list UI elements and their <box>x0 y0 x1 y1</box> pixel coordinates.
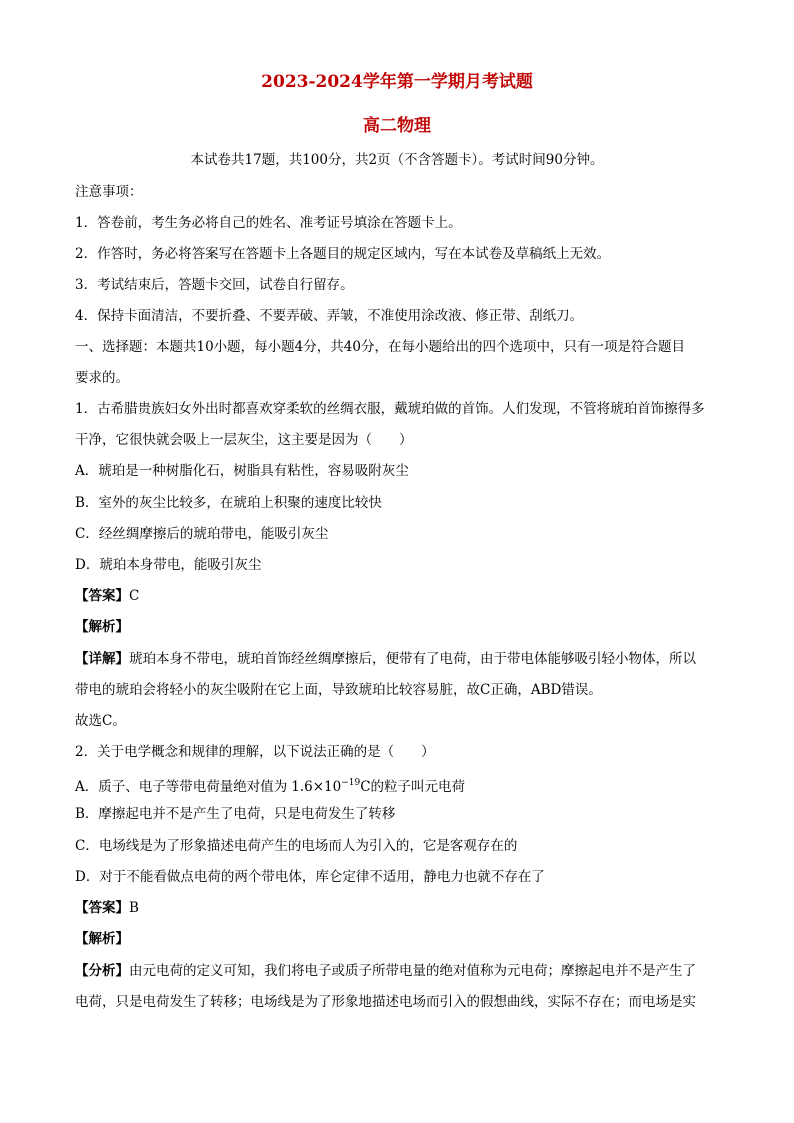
detail-text: 琥珀本身不带电，琥珀首饰经丝绸摩擦后，便带有了电荷，由于带电体能够吸引轻小物体，所以 <box>129 651 696 667</box>
section-heading-cont: 要求的。 <box>75 370 129 386</box>
q2-option-a-suffix: C的粒子叫元电荷 <box>360 779 466 795</box>
q2-option-a-prefix: A．质子、电子等带电荷量绝对值为 <box>75 779 288 795</box>
q2-analysis-label: 【解析】 <box>75 931 129 947</box>
answer-value: C <box>129 588 140 604</box>
q2-answer <box>75 898 725 918</box>
q1-conclusion: 故选C。 <box>75 713 126 729</box>
q1-detail <box>75 649 725 669</box>
notice-item: 4．保持卡面清洁，不要折叠、不要弄破、弄皱，不准使用涂改液、修正带、刮纸刀。 <box>75 308 584 324</box>
q1-detail-cont: 带电的琥珀会将轻小的灰尘吸附在它上面，导致琥珀比较容易脏，故C正确，ABD错误。 <box>75 682 602 698</box>
notice-item: 1．答卷前，考生务必将自己的姓名、准考证号填涂在答题卡上。 <box>75 215 462 231</box>
notice-item: 3．考试结束后，答题卡交回，试卷自行留存。 <box>75 277 354 293</box>
notice-item: 2．作答时，务必将答案写在答题卡上各题目的规定区域内，写在本试卷及草稿纸上无效。 <box>75 246 611 262</box>
q1-option-b: B．室外的灰尘比较多，在琥珀上积聚的速度比较快 <box>75 495 382 511</box>
q1-stem-cont: 干净，它很快就会吸上一层灰尘，这主要是因为（ ） <box>75 432 413 448</box>
q1-option-c: C．经丝绸摩擦后的琥珀带电，能吸引灰尘 <box>75 526 329 542</box>
section-heading: 一、选择题：本题共10小题，每小题4分，共40分，在每小题给出的四个选项中，只有一项是符合题目 <box>75 339 685 355</box>
q1-option-a: A．琥珀是一种树脂化石，树脂具有粘性，容易吸附灰尘 <box>75 463 409 479</box>
answer-label: 【答案】 <box>75 900 129 916</box>
fenxi-text: 由元电荷的定义可知，我们将电子或质子所带电量的绝对值称为元电荷；摩擦起电并不是产生了 <box>129 963 696 979</box>
fenxi-label: 【分析】 <box>75 963 129 979</box>
q1-answer <box>75 586 725 606</box>
exam-intro: 本试卷共17题，共100分，共2页（不含答题卡）。考试时间90分钟。 <box>190 152 604 168</box>
q2-fenxi-cont: 电荷，只是电荷发生了转移；电场线是为了形象地描述电场而引入的假想曲线，实际不存在；而电场是实 <box>75 994 696 1010</box>
q2-option-b: B．摩擦起电并不是产生了电荷，只是电荷发生了转移 <box>75 806 396 822</box>
q2-option-c: C．电场线是为了形象描述电荷产生的电场而人为引入的，它是客观存在的 <box>75 838 518 854</box>
q2-option-a-value: 1.6×10 <box>291 779 342 795</box>
subject-title: 高二物理 <box>363 116 431 136</box>
q2-option-d: D．对于不能看做点电荷的两个带电体，库仑定律不适用，静电力也就不存在了 <box>75 869 545 885</box>
q1-stem: 1．古希腊贵族妇女外出时都喜欢穿柔软的丝绸衣服，戴琥珀做的首饰。人们发现，不管将琥珀首饰擦得多 <box>75 401 705 417</box>
exam-title: 2023-2024学年第一学期月考试题 <box>261 72 533 92</box>
notice-heading: 注意事项： <box>75 184 143 200</box>
q1-option-d: D．琥珀本身带电，能吸引灰尘 <box>75 557 262 573</box>
q2-option-a <box>75 773 725 797</box>
answer-label: 【答案】 <box>75 588 129 604</box>
q1-analysis-label: 【解析】 <box>75 619 129 635</box>
q2-fenxi <box>75 961 725 981</box>
answer-value: B <box>129 900 139 916</box>
detail-label: 【详解】 <box>75 651 129 667</box>
q2-stem: 2．关于电学概念和规律的理解，以下说法正确的是（ ） <box>75 744 435 760</box>
q2-option-a-exponent: −19 <box>341 778 361 788</box>
